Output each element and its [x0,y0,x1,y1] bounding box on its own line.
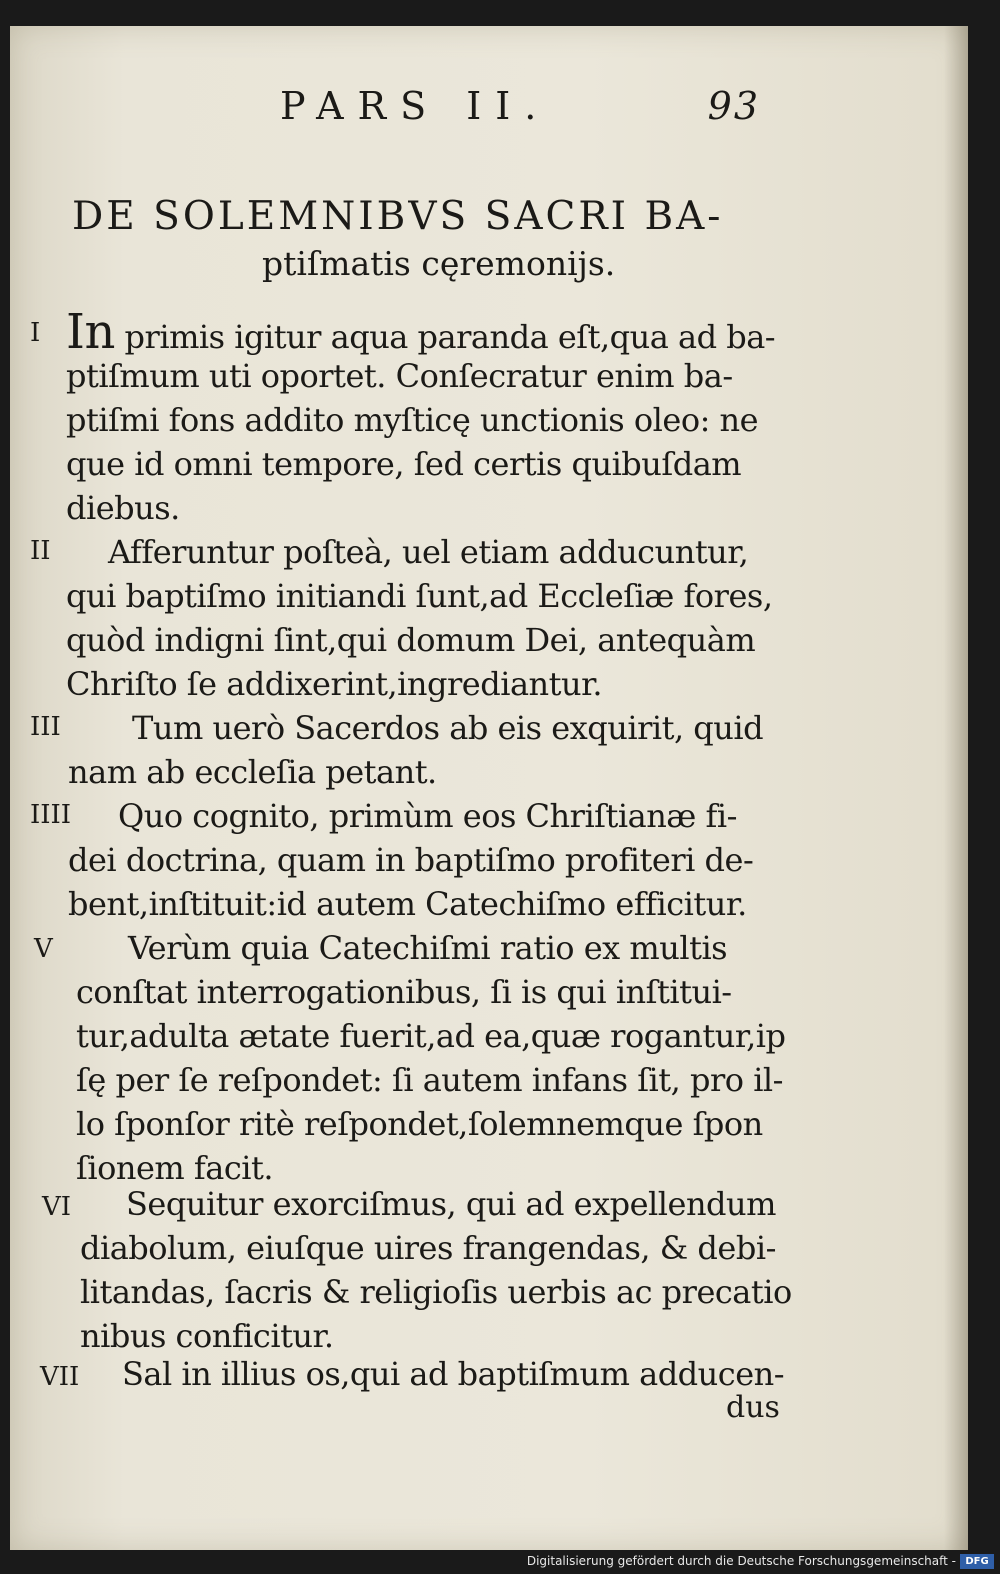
text-line: Quo cognito, primùm eos Chriſtianæ fi- [118,797,737,835]
text-line: Verùm quia Catechiſmi ratio ex multis [128,929,728,967]
drop-cap: In [66,304,115,360]
digitization-footer [0,1550,1000,1574]
text-line: Afferuntur poſteà, uel etiam adducuntur, [108,533,749,571]
paragraph-numeral: III [30,712,61,742]
page-edge-shadow [944,26,968,1550]
text-line: dei doctrina, quam in baptiſmo profiteri de- [68,841,754,879]
page-number: 93 [707,84,760,128]
paragraph-numeral: IIII [30,800,72,830]
text-line: ſę per ſe reſpondet: ſi autem infans ſit, pro il- [76,1061,783,1099]
text-line: qui baptiſmo initiandi ſunt,ad Eccleſiæ fores, [66,577,773,615]
text-line: litandas, ſacris & religioſis uerbis ac precatio [80,1273,792,1311]
text-line: ptiſmi fons addito myſticę unctionis oleo: ne [66,401,759,439]
text-line: conſtat interrogationibus, ſi is qui inſtitui- [76,973,732,1011]
paragraph-numeral: VI [42,1192,72,1222]
text-line: lo ſponſor ritè reſpondet,ſolemnemque ſpon [76,1105,763,1143]
running-header [260,84,760,134]
text-line: que id omni tempore, ſed certis quibuſdam [66,445,742,483]
text-line: In primis igitur aqua paranda eſt,qua ad ba- [66,304,776,360]
text-line: bent,inſtituit:id autem Catechiſmo efficitur. [68,885,747,923]
text-line: diabolum, eiuſque uires frangendas, & debi- [80,1229,776,1267]
running-title: PARS II. [280,84,551,128]
paragraph-numeral: V [34,934,53,964]
text-line: Tum uerò Sacerdos ab eis exquirit, quid [132,709,764,747]
chapter-heading-line-2: ptiſmatis cęremonijs. [262,244,616,283]
paragraph-numeral: II [30,536,51,566]
paragraph-numeral: VII [40,1362,80,1392]
text-line: ptiſmum uti oportet. Conſecratur enim ba- [66,357,733,395]
text-line: tur,adulta ætate fuerit,ad ea,quæ rogantur,ip [76,1017,786,1055]
book-page [10,26,968,1550]
catchword: dus [726,1390,780,1425]
dfg-logo-icon: DFG [960,1554,994,1569]
text-line: diebus. [66,489,180,527]
paragraph-numeral: I [30,318,41,348]
text-line: Chriſto ſe addixerint,ingrediantur. [66,665,603,703]
text-line: Sequitur exorciſmus, qui ad expellendum [126,1185,776,1223]
text-line: ſionem facit. [76,1149,274,1187]
text-line: nibus conficitur. [80,1317,334,1355]
chapter-heading-line-1: DE SOLEMNIBVS SACRI BA- [72,194,724,239]
funding-credit: Digitalisierung gefördert durch die Deutsche Forschungsgemeinschaft - [526,1554,956,1568]
text-line: Sal in illius os,qui ad baptiſmum adducen- [122,1355,785,1393]
text-line: nam ab eccleſia petant. [68,753,437,791]
text-line: quòd indigni ſint,qui domum Dei, antequàm [66,621,756,659]
